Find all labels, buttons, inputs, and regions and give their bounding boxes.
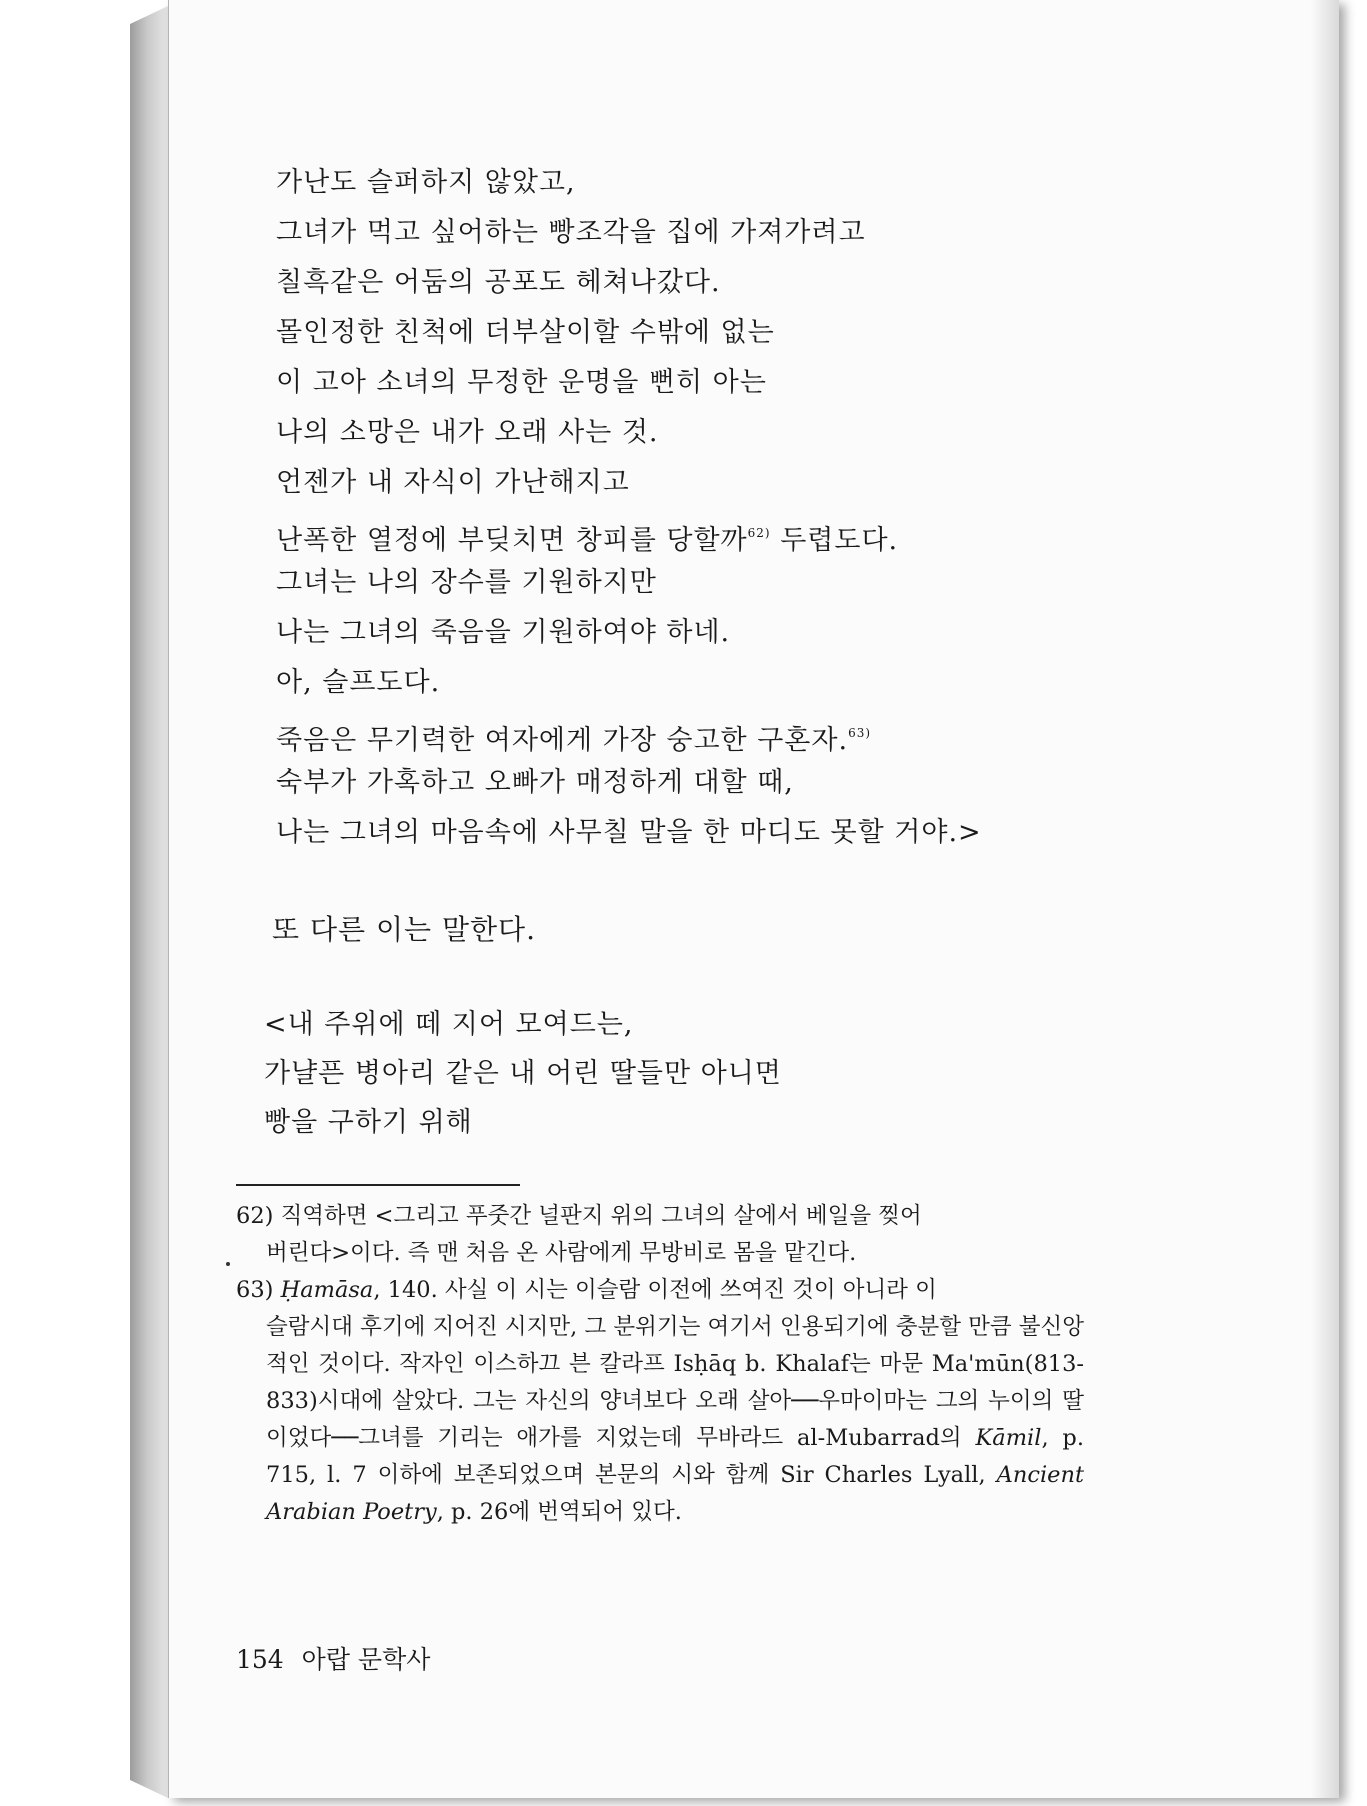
footnote-ref-62: 62) bbox=[747, 526, 771, 540]
poem-stanza-1 bbox=[276, 158, 982, 858]
poem-line: 이 고아 소녀의 무정한 운명을 뻔히 아는 bbox=[276, 367, 767, 398]
page-number: 154 bbox=[236, 1645, 284, 1674]
poem-stanza-2 bbox=[264, 1000, 782, 1147]
citation-title: Ancient Arabian Poetry bbox=[266, 1462, 1084, 1525]
poem-line: 가난도 슬퍼하지 않았고, bbox=[276, 167, 576, 198]
poem-line: 몰인정한 친척에 더부살이할 수밖에 없는 bbox=[276, 317, 775, 348]
footnote-number: 63) bbox=[236, 1277, 274, 1303]
poem-line: 그녀는 나의 장수를 기원하지만 bbox=[276, 567, 657, 598]
citation-title: Ḥamāsa bbox=[280, 1277, 374, 1303]
citation-title: Kāmil bbox=[975, 1425, 1042, 1451]
poem-line: 그녀가 먹고 싶어하는 빵조각을 집에 가져가려고 bbox=[276, 217, 866, 248]
poem-line: 숙부가 가혹하고 오빠가 매정하게 대할 때, bbox=[276, 767, 794, 798]
poem-line: 아, 슬프도다. bbox=[276, 667, 441, 698]
poem-line: 빵을 구하기 위해 bbox=[264, 1107, 473, 1138]
poem-line: 가냘픈 병아리 같은 내 어린 딸들만 아니면 bbox=[264, 1058, 782, 1089]
poem-line: 나의 소망은 내가 오래 사는 것. bbox=[276, 417, 659, 448]
poem-line: 나는 그녀의 마음속에 사무칠 말을 한 마디도 못할 거야.> bbox=[276, 817, 982, 848]
footnote-63: 63) Ḥamāsa, 140. 사실 이 시는 이슬람 이전에 쓰여진 것이 아니라 이 슬람시대 후기에 지어진 시지만, 그 분위기는 여기서 인용되기에 충분할 만큼 불신앙적인 것이다. 작자인 이스하끄 븐 칼라프 Isḥāq b. Khalaf는 마문 Ma'mūn(813-833)시대에 살았다. 그는 자신의 양녀보다 오래 살아──우마이마는 그의 누이의 딸이었다──그녀를 기리는 애가를 지었는데 무바라드 al-Mubarrad의 Kāmil, p. 715, l. 7 이하에 보존되었으며 본문의 시와 함께 Sir Charles Lyall, Ancient Arabian Poetry, p. 26에 번역되어 있다. bbox=[236, 1277, 1084, 1525]
poem-line: 나는 그녀의 죽음을 기원하여야 하네. bbox=[276, 617, 731, 648]
page-edge-shadow bbox=[1311, 0, 1339, 1798]
margin-mark bbox=[226, 1262, 230, 1266]
footnote-62: 62) 직역하면 <그리고 푸줏간 널판지 위의 그녀의 살에서 베일을 찢어 버린다>이다. 즉 맨 처음 온 사람에게 무방비로 몸을 맡긴다. bbox=[236, 1203, 922, 1266]
narration-line: 또 다른 이는 말한다. bbox=[272, 913, 536, 946]
poem-line: <내 주위에 떼 지어 모여드는, bbox=[264, 1009, 634, 1040]
poem-line: 언젠가 내 자식이 가난해지고 bbox=[276, 467, 630, 498]
running-title: 아랍 문학사 bbox=[301, 1645, 431, 1674]
footnote-number: 62) bbox=[236, 1203, 274, 1229]
poem-line: 죽음은 무기력한 여자에게 가장 숭고한 구혼자.$^{63)}$ bbox=[276, 725, 872, 756]
footnote-ref-63: 63) bbox=[848, 726, 872, 740]
poem-line: 난폭한 열정에 부딪치면 창피를 당할까$^{62)}$ 두렵도다. bbox=[276, 525, 899, 556]
page-footer bbox=[236, 1640, 430, 1676]
poem-line: 칠흑같은 어둠의 공포도 헤쳐나갔다. bbox=[276, 267, 721, 298]
book-spine bbox=[130, 6, 168, 1798]
footnote-separator bbox=[236, 1184, 520, 1186]
